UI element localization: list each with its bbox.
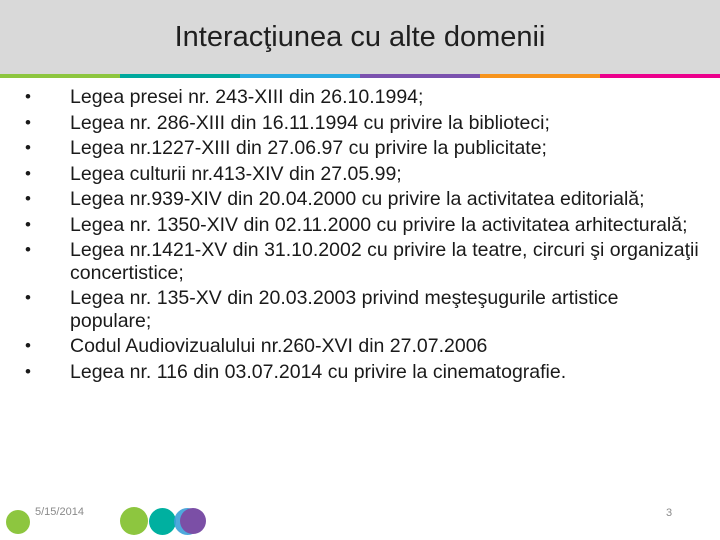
bullet-icon: • (25, 163, 31, 183)
list-item (22, 86, 702, 109)
bullet-list (22, 86, 702, 383)
bullet-text: Legea nr. 286-XIII din 16.11.1994 cu privire la biblioteci; (70, 111, 550, 134)
bullet-icon: • (25, 138, 31, 157)
slide-title: Interacţiunea cu alte domenii (174, 21, 546, 53)
bullet-text: Legea nr. 1350-XIV din 02.11.2000 cu privire la activitatea arhitecturală; (70, 213, 688, 236)
list-item (22, 163, 702, 186)
bullet-text: Codul Audiovizualului nr.260-XVI din 27.07.2006 (70, 335, 488, 357)
list-item (22, 188, 702, 211)
bullet-text: Legea nr.939-XIV din 20.04.2000 cu privire la activitatea editorială; (70, 188, 645, 210)
page-number: 3 (666, 507, 673, 519)
bullet-text: Legea culturii nr.413-XIV din 27.05.99; (70, 162, 402, 185)
bullet-icon: • (25, 214, 31, 234)
bullet-icon: • (25, 336, 31, 355)
list-item (22, 112, 702, 135)
bullet-icon: • (25, 87, 31, 106)
list-item (22, 335, 702, 358)
decorative-circle-green (120, 507, 148, 535)
footer-date: 5/15/2014 (35, 506, 84, 518)
list-item (22, 239, 702, 284)
bullet-text: Legea presei nr. 243-XIII din 26.10.1994; (70, 86, 424, 108)
bullet-text: Legea nr.1421-XV din 31.10.2002 cu privire la teatre, circuri şi organizaţii concertistice; (70, 239, 699, 284)
bullet-text: Legea nr.1227-XIII din 27.06.97 cu privire la publicitate; (70, 137, 547, 159)
list-item (22, 214, 702, 237)
bullet-icon: • (25, 112, 31, 132)
decorative-circle-teal (149, 508, 176, 535)
list-item (22, 137, 702, 160)
list-item (22, 287, 702, 332)
list-item (22, 361, 702, 384)
bullet-text: Legea nr. 116 din 03.07.2014 cu privire la cinematografie. (70, 360, 567, 383)
bullet-icon: • (25, 361, 31, 381)
slide-content (22, 86, 702, 386)
decorative-circle-green (6, 510, 30, 534)
bullet-text: Legea nr. 135-XV din 20.03.2003 privind meşteşugurile artistice populare; (70, 287, 619, 332)
bullet-icon: • (25, 240, 31, 259)
bullet-icon: • (25, 288, 31, 307)
decorative-circle-purple (180, 508, 206, 534)
bullet-icon: • (25, 189, 31, 208)
